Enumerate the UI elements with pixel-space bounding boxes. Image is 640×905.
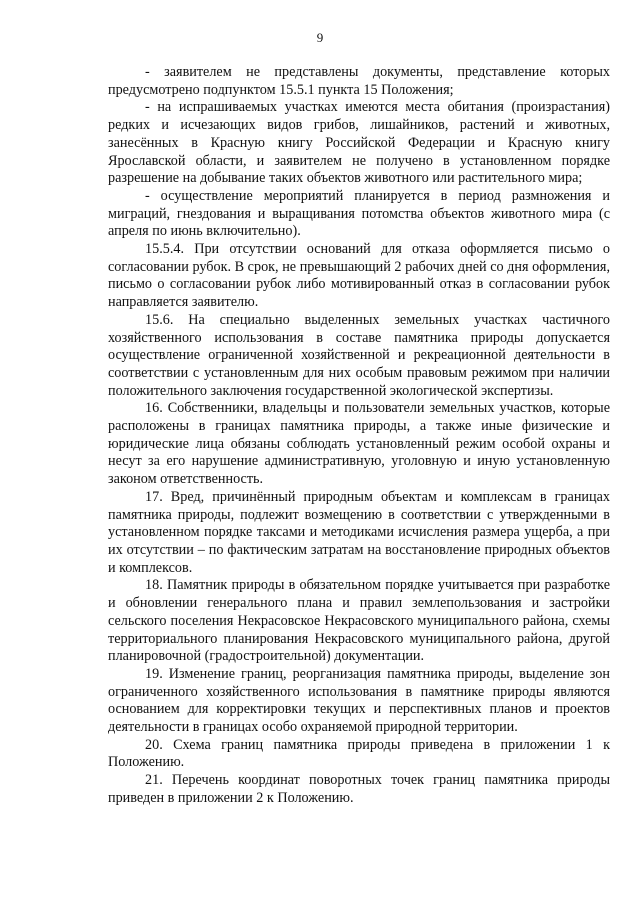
paragraph-missing-documents: - заявителем не представлены документы, представление которых предусмотрено подпунктом 15.5.1 пункта 15 Положения; xyxy=(108,64,610,98)
page-number: 9 xyxy=(316,30,324,45)
paragraph-16: 16. Собственники, владельцы и пользователи земельных участков, которые расположены в границах памятника природы, а также иные физические и юридические лица обязаны соблюдать установленный режим особой охраны и несут за его нарушение административную, уголовную и иную установленную законом ответственность. xyxy=(108,400,610,488)
paragraph-21: 21. Перечень координат поворотных точек границ памятника природы приведен в приложении 2 к Положению. xyxy=(108,772,610,806)
paragraph-20: 20. Схема границ памятника природы приведена в приложении 1 к Положению. xyxy=(108,736,610,771)
paragraph-19: 19. Изменение границ, реорганизация памятника природы, выделение зон ограниченного хозяйственного использования в памятнике природы являются основанием для корректировки текущих и перспективных планов и проектов деятельности в границах особо охраняемой природной территории. xyxy=(108,665,610,736)
paragraph-15-5-4: 15.5.4. При отсутствии оснований для отказа оформляется письмо о согласовании рубок. В срок, не превышающий 2 рабочих дней со дня оформления, письмо о согласовании рубок либо мотивированный отказ в согласовании рубок направляется заявителю. xyxy=(108,241,610,311)
paragraph-breeding-period: - осуществление мероприятий планируется в период размножения и миграций, гнездования и выращивания потомства объектов животного мира (с апреля по июнь включительно). xyxy=(108,187,610,240)
paragraph-15-6: 15.6. На специально выделенных земельных участках частичного хозяйственного использования в составе памятника природы допускается осуществление ограниченной хозяйственной и рекреационной деятельности в соответствии с установленным для них особым правовым режимом при наличии положительного заключения государственной экологической экспертизы. xyxy=(108,311,610,399)
paragraph-rare-species-habitat: - на испрашиваемых участках имеются места обитания (произрастания) редких и исчезающих видов грибов, лишайников, растений и животных, занесённых в Красную книгу Российской Федерации и Красную книгу Ярославской области, и заявителем не получено в установленном порядке разрешение на добывание таких объектов животного или растительного мира; xyxy=(108,99,610,187)
document-body xyxy=(108,64,610,808)
paragraph-17: 17. Вред, причинённый природным объектам и комплексам в границах памятника природы, подлежит возмещению в соответствии с утвержденными в установленном порядке таксами и методиками исчисления размера ущерба, а при их отсутствии – по фактическим затратам на восстановление природных объектов и комплексов. xyxy=(108,488,610,576)
paragraph-18: 18. Памятник природы в обязательном порядке учитывается при разработке и обновлении генерального плана и правил землепользования и застройки сельского поселения Некрасовское Некрасовского муниципального района, схемы территориального планирования Некрасовского муниципального района, другой планировочной (градостроительной) документации. xyxy=(108,577,610,665)
